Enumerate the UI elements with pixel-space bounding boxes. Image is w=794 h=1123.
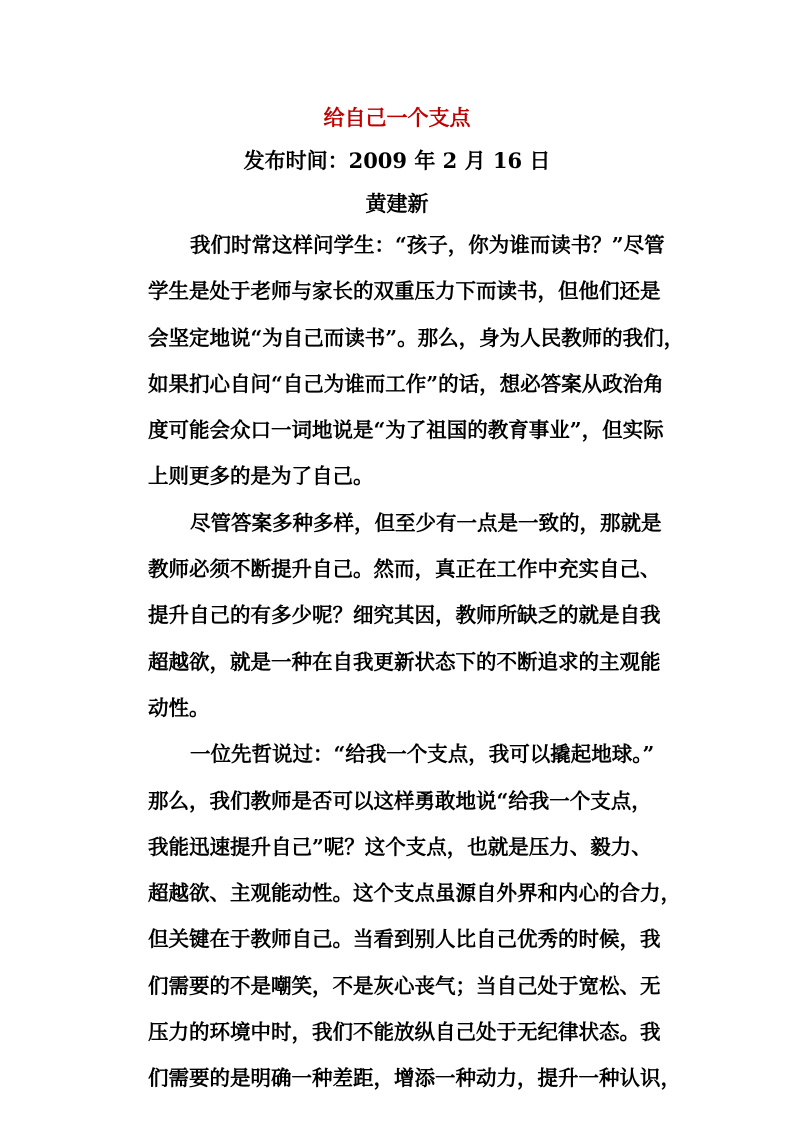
text-line: 动性。 — [148, 695, 210, 720]
text-line: 超越欲，就是一种在自我更新状态下的不断追求的主观能 — [148, 649, 661, 674]
text-line: 度可能会众口一词地说是“为了祖国的教育事业”，但实际 — [148, 418, 664, 443]
text-line: 会坚定地说“为自己而读书”。那么，身为人民教师的我们， — [148, 325, 685, 350]
text-line: 上则更多的是为了自己。 — [148, 464, 374, 489]
text-line: 那么，我们教师是否可以这样勇敢地说“给我一个支点， — [148, 788, 652, 813]
paragraph — [148, 222, 685, 500]
text-line: 超越欲、主观能动性。这个支点虽源自外界和内心的合力， — [148, 881, 681, 906]
author-name: 黄建新 — [365, 191, 429, 216]
text-line: 尽管答案多种多样，但至少有一点是一致的，那就是 — [190, 510, 662, 535]
publish-date: 发布时间：2009 年 2 月 16 日 — [243, 148, 551, 173]
text-line: 教师必须不断提升自己。然而，真正在工作中充实自己、 — [148, 557, 661, 582]
text-line: 一位先哲说过：“给我一个支点，我可以撬起地球。” — [190, 742, 655, 767]
text-line: 如果扪心自问“自己为谁而工作”的话，想必答案从政治角 — [148, 371, 664, 396]
text-line: 们需要的是明确一种差距，增添一种动力，提升一种认识， — [148, 1066, 681, 1091]
article-title: 给自己一个支点 — [323, 105, 471, 130]
text-line: 我能迅速提升自己”呢？这个支点，也就是压力、毅力、 — [148, 834, 652, 859]
paragraph — [148, 731, 681, 1101]
text-line: 提升自己的有多少呢？细究其因，教师所缺乏的就是自我 — [148, 603, 661, 628]
paragraph — [148, 500, 662, 731]
text-line: 学生是处于老师与家长的双重压力下而读书，但他们还是 — [148, 279, 661, 304]
text-line: 们需要的不是嘲笑，不是灰心丧气；当自己处于宽松、无 — [148, 973, 661, 998]
text-line: 我们时常这样问学生：“孩子，你为谁而读书？”尽管 — [190, 233, 665, 257]
text-line: 压力的环境中时，我们不能放纵自己处于无纪律状态。我 — [148, 1020, 661, 1045]
text-line: 但关键在于教师自己。当看到别人比自己优秀的时候，我 — [148, 927, 661, 952]
article-body — [148, 222, 685, 1102]
